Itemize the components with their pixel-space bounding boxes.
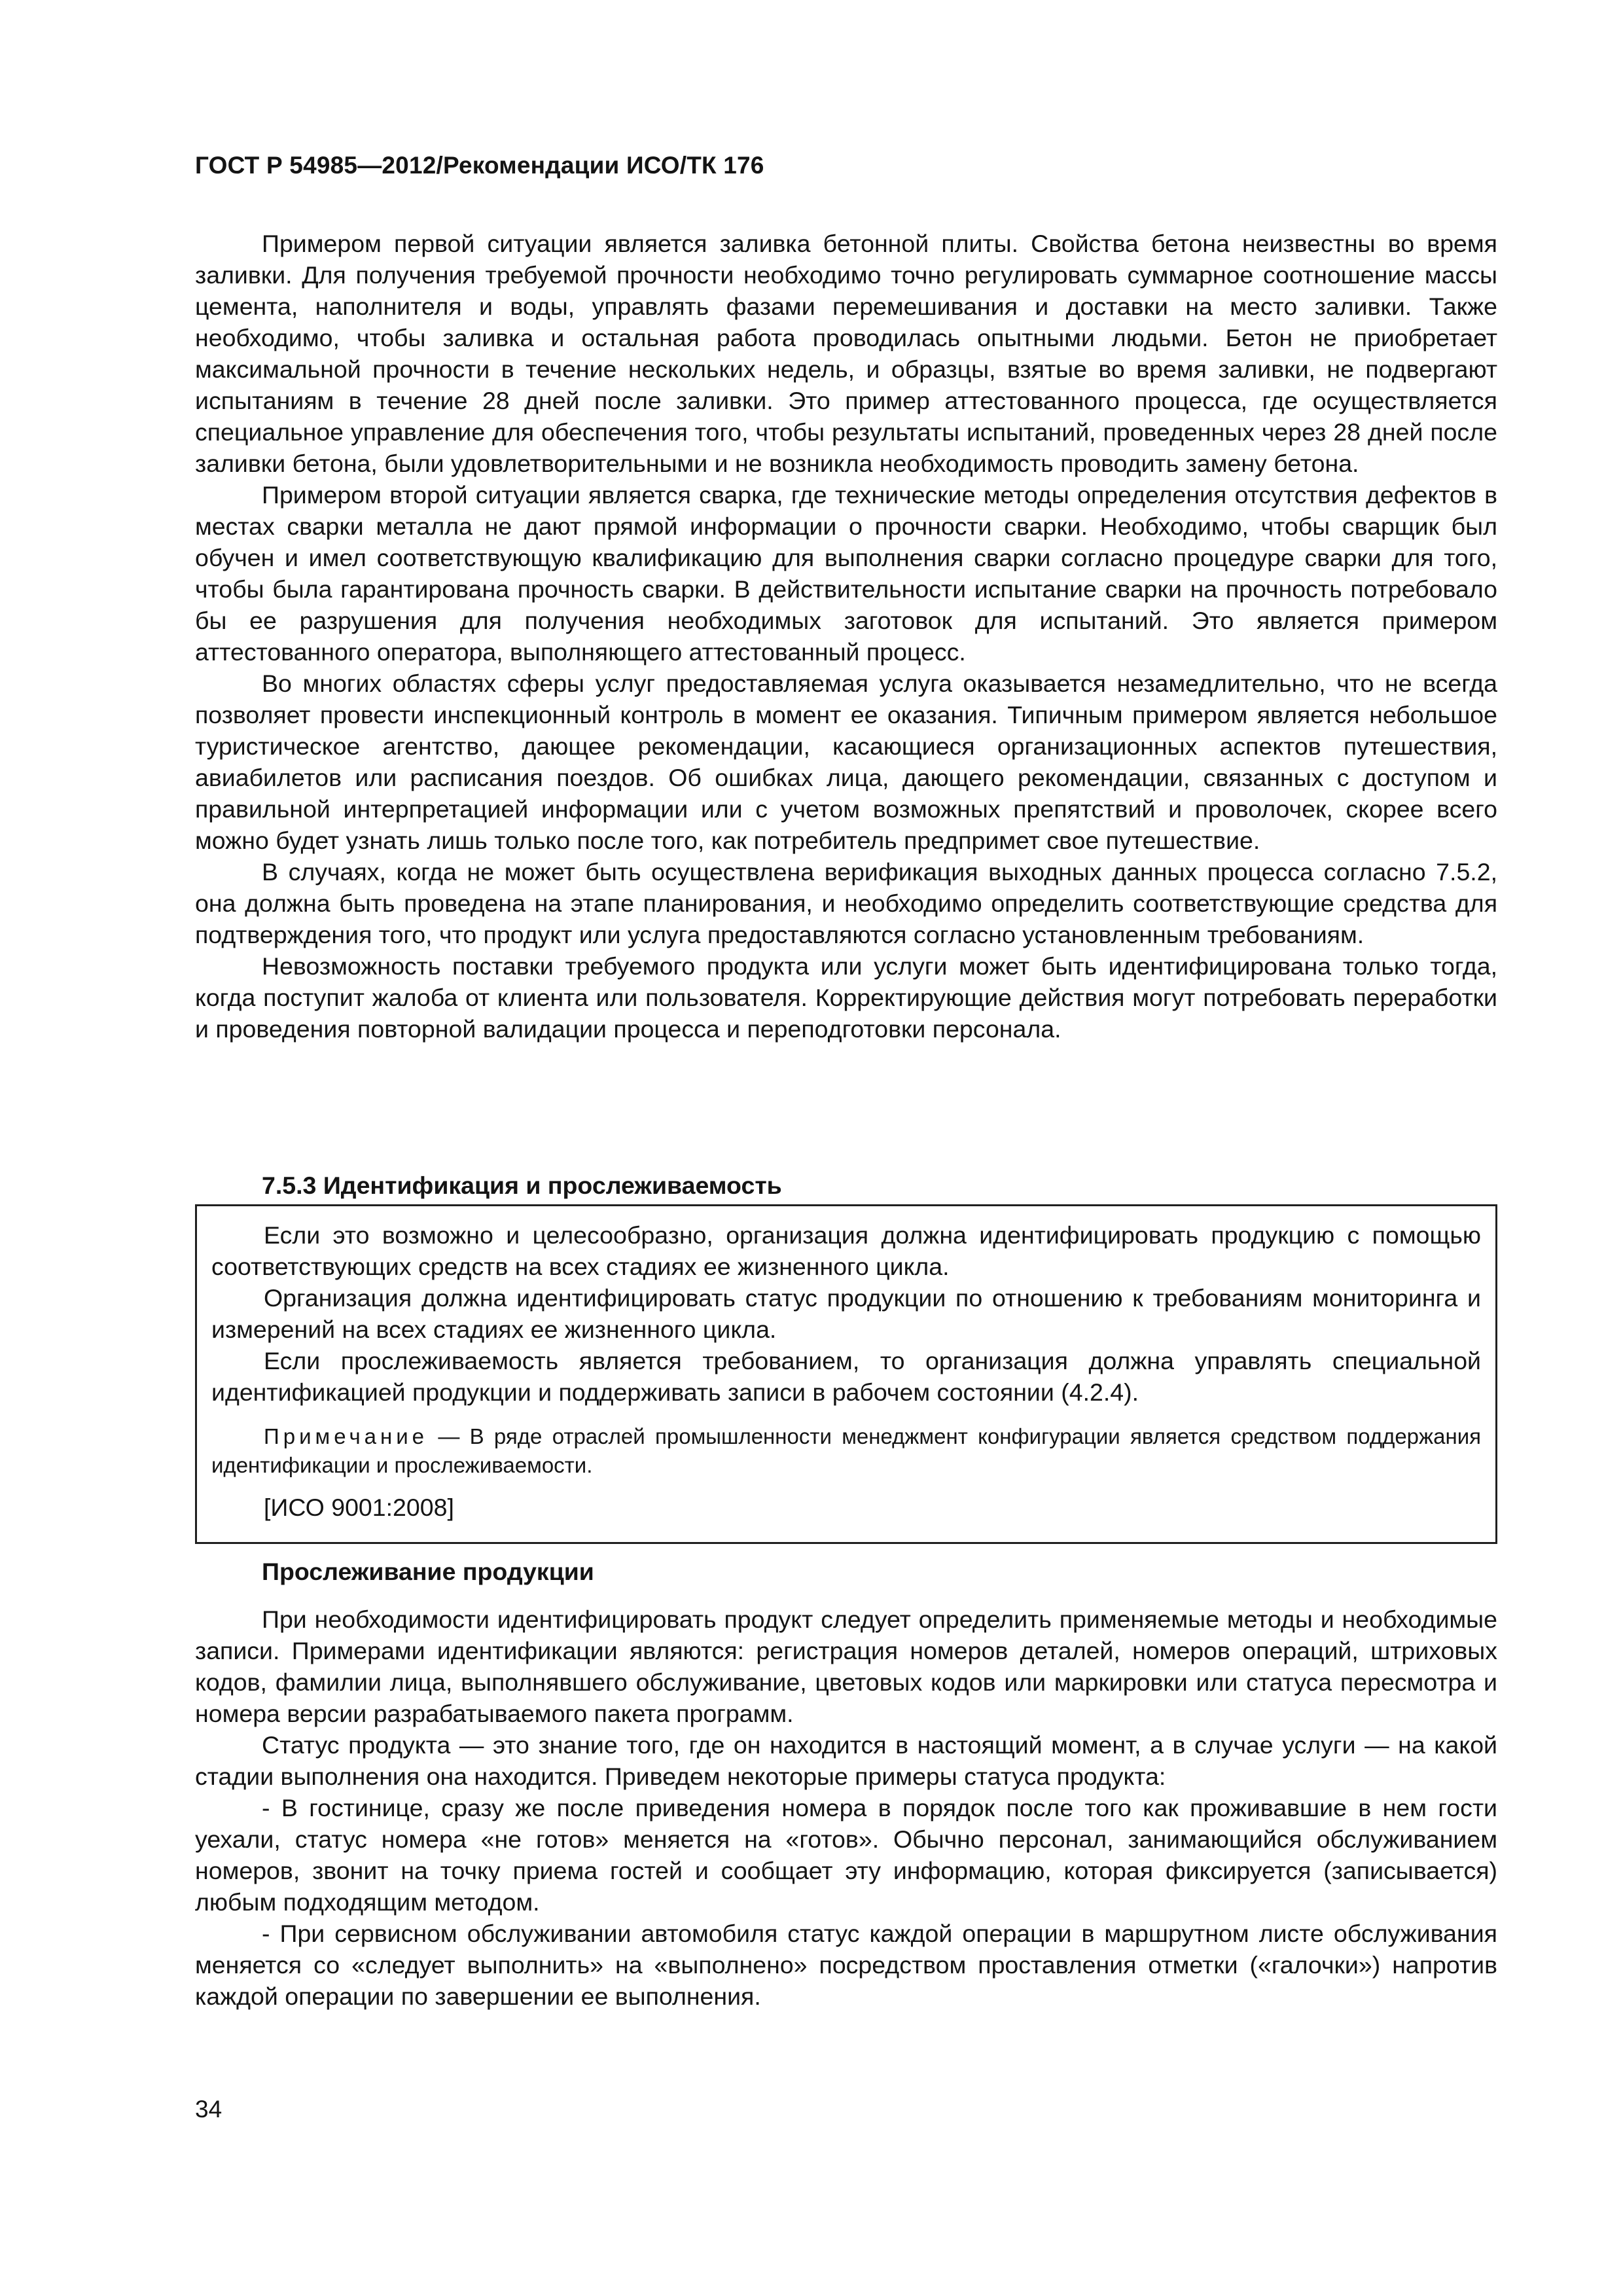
paragraph: При необходимости идентифицировать продукт следует определить применяемые методы и необходимые записи. Примерами идентификации являются: регистрация номеров деталей, номеров операций, штриховых кодов, фамилии лица, выполнявшего обслуживание, цветовых кодов или маркировки или статуса пересмотра и номера версии разрабатываемого пакета программ. [195,1605,1497,1727]
subsection-heading: Прослеживание продукции [262,1558,594,1585]
paragraph: В случаях, когда не может быть осуществлена верификация выходных данных процесса согласно 7.5.2, она должна быть проведена на этапе планирования, и необходимо определить соответствующие средства для подтверждения того, что продукт или услуга предоставляются согласно установленным требованиям. [195,858,1497,948]
document-page [195,0,1497,2296]
note [211,1422,1481,1480]
section-heading: 7.5.3 Идентификация и прослеживаемость [262,1172,782,1199]
quote-paragraph: Если прослеживаемость является требованием, то организация должна управлять специальной идентификацией продукции и поддерживать записи в рабочем состоянии (4.2.4). [211,1347,1481,1406]
paragraph: Примером второй ситуации является сварка, где технические методы определения отсутствия дефектов в местах сварки металла не дают прямой информации о прочности сварки. Необходимо, чтобы сварщик был обучен и имел соответствующую квалификацию для выполнения сварки согласно процедуре сварки для того, чтобы была гарантирована прочность сварки. В действительности испытание сварки на прочность потребовало бы ее разрушения для получения необходимых заготовок для испытаний. Это является примером аттестованного оператора, выполняющего аттестованный процесс. [195,481,1497,666]
bottom-text-block [195,1604,1497,2012]
paragraph: - В гостинице, сразу же после приведения номера в порядок после того как проживавшие в нем гости уехали, статус номера «не готов» меняется на «готов». Обычно персонал, занимающийся обслуживанием номеров, звонит на точку приема гостей и сообщает эту информацию, которая фиксируется (записывается) любым подходящим методом. [195,1794,1497,1916]
page-number: 34 [195,2096,223,2123]
note-text: — В ряде отраслей промышленности менеджмент конфигурации является средством поддержания идентификации и прослеживаемости. [211,1424,1481,1477]
top-text-block [195,228,1497,1045]
paragraph: Во многих областях сферы услуг предоставляемая услуга оказывается незамедлительно, что не всегда позволяет провести инспекционный контроль в момент ее оказания. Типичным примером является небольшое туристическое агентство, дающее рекомендации, касающиеся организационных аспектов путешествия, авиабилетов или расписания поездов. Об ошибках лица, дающего рекомендации, связанных с доступом и правильной интерпретацией информации или с учетом возможных препятствий и проволочек, скорее всего можно будет узнать лишь только после того, как потребитель предпримет свое путешествие. [195,670,1497,854]
quote-reference: [ИСО 9001:2008] [264,1494,454,1521]
note-label: Примечание [264,1424,429,1448]
page-header-title: ГОСТ Р 54985—2012/Рекомендации ИСО/ТК 176 [195,152,764,179]
quote-paragraph: Если это возможно и целесообразно, организация должна идентифицировать продукцию с помощью соответствующих средств на всех стадиях ее жизненного цикла. [211,1221,1481,1280]
standard-quote-box [195,1204,1497,1544]
paragraph: Примером первой ситуации является заливка бетонной плиты. Свойства бетона неизвестны во время заливки. Для получения требуемой прочности необходимо точно регулировать суммарное соотношение массы цемента, наполнителя и воды, управлять фазами перемешивания и доставки на место заливки. Также необходимо, чтобы заливка и остальная работа проводилась опытными людьми. Бетон не приобретает максимальной прочности в течение нескольких недель, и образцы, взятые во время заливки, не подвергают испытаниям в течение 28 дней после заливки. Это пример аттестованного процесса, где осуществляется специальное управление для обеспечения того, чтобы результаты испытаний, проведенных через 28 дней после заливки бетона, были удовлетворительными и не возникла необходимость проводить замену бетона. [195,230,1497,477]
paragraph: - При сервисном обслуживании автомобиля статус каждой операции в маршрутном листе обслуживания меняется со «следует выполнить» на «выполнено» посредством проставления отметки («галочки») напротив каждой операции по завершении ее выполнения. [195,1920,1497,2010]
paragraph: Невозможность поставки требуемого продукта или услуги может быть идентифицирована только тогда, когда поступит жалоба от клиента или пользователя. Корректирующие действия могут потребовать переработки и проведения повторной валидации процесса и переподготовки персонала. [195,952,1497,1043]
quote-paragraph: Организация должна идентифицировать статус продукции по отношению к требованиям мониторинга и измерений на всех стадиях ее жизненного цикла. [211,1284,1481,1343]
paragraph: Статус продукта — это знание того, где он находится в настоящий момент, а в случае услуги — на какой стадии выполнения она находится. Приведем некоторые примеры статуса продукта: [195,1731,1497,1790]
